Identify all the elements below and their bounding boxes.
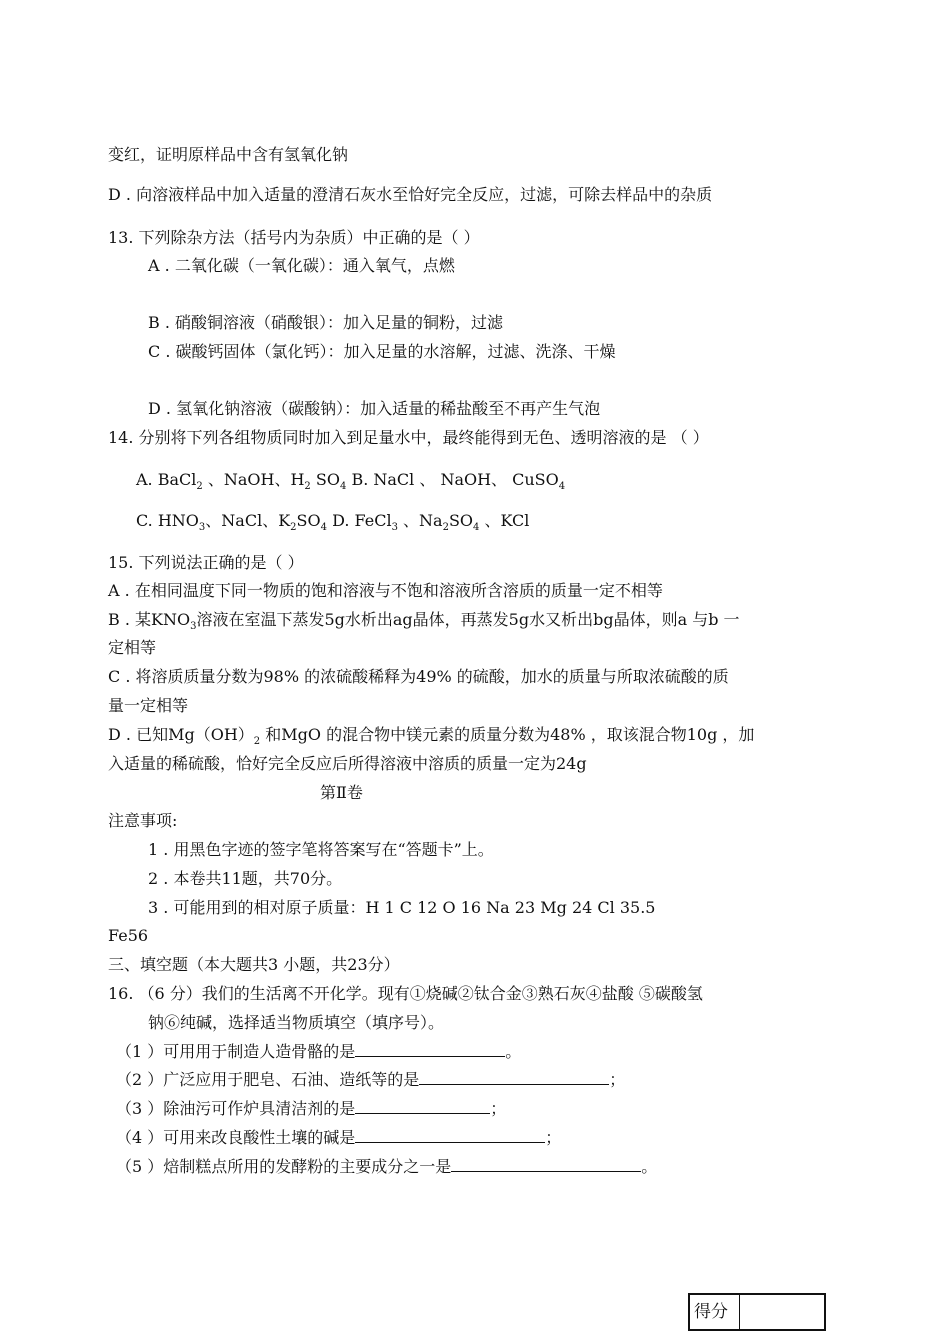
- subscript: 2: [304, 481, 311, 493]
- q14-option-d: D. FeCl: [332, 511, 392, 530]
- q14-options-ab: [136, 470, 565, 497]
- q14-option-b: B. NaCl 、 NaOH、 CuSO: [351, 470, 559, 489]
- q16-sub-2-text: （2 ）广泛应用于肥皂、石油、造纸等的是: [116, 1070, 420, 1089]
- q13-option-b: B . 硝酸铜溶液（硝酸银）：加入足量的铜粉，过滤: [148, 313, 504, 332]
- q15-option-b-label: B . 某KNO: [108, 610, 191, 629]
- note-3-cont: Fe56: [108, 926, 149, 945]
- q16-sub-1-text: （1 ）可用用于制造人造骨骼的是: [116, 1042, 356, 1061]
- section3-title: 三、填空题（本大题共3 小题，共23分）: [108, 955, 400, 974]
- q13-option-a: A . 二氧化碳（一氧化碳）：通入氧气，点燃: [148, 256, 455, 275]
- notes-title: 注意事项:: [108, 811, 178, 830]
- q16-sub-3-text: （3 ）除油污可作炉具清洁剂的是: [116, 1099, 356, 1118]
- q16-sub-2: [116, 1070, 625, 1090]
- q14-option-c-text: SO: [296, 511, 321, 530]
- subscript: 2: [442, 522, 449, 534]
- q16-sub-3-end: ；: [490, 1099, 507, 1118]
- prev-question-line: 变红，证明原样品中含有氢氧化钠: [108, 145, 349, 164]
- q16-sub-2-end: ；: [609, 1070, 626, 1089]
- q14-option-d-text: 、KCl: [479, 511, 530, 530]
- q15-option-d-text: 和MgO 的混合物中镁元素的质量分数为48% ，取该混合物10g ，加: [260, 725, 755, 744]
- q14-option-d-text: 、Na: [397, 511, 443, 530]
- q13-stem: 13. 下列除杂方法（括号内为杂质）中正确的是（ ）: [108, 228, 480, 247]
- q15-option-d-cont: 入适量的稀硫酸，恰好完全反应后所得溶液中溶质的质量一定为24g: [108, 754, 587, 773]
- q15-option-c: C . 将溶质质量分数为98% 的浓硫酸稀释为49% 的硫酸，加水的质量与所取浓硫酸的质: [108, 667, 729, 686]
- score-value-field[interactable]: [740, 1295, 824, 1329]
- q16-sub-1-end: 。: [505, 1042, 522, 1061]
- subscript: 4: [473, 522, 480, 534]
- q16-sub-5-end: 。: [641, 1157, 658, 1176]
- subscript: 2: [290, 522, 297, 534]
- q15-option-b-text: 溶液在室温下蒸发5g水析出ag晶体，再蒸发5g水又析出bg晶体，则a 与b 一: [196, 610, 740, 629]
- score-label: 得分: [690, 1295, 740, 1329]
- q16-sub-3: [116, 1099, 506, 1119]
- q14-options-cd: [136, 511, 529, 538]
- q16-sub-4-end: ；: [545, 1128, 562, 1147]
- q16-stem: 16. （6 分）我们的生活离不开化学。现有①烧碱②钛合金③熟石灰④盐酸 ⑤碳酸氢: [108, 984, 703, 1003]
- q14-option-a-text: 、NaOH、H: [202, 470, 305, 489]
- q16-sub-5-text: （5 ）焙制糕点所用的发酵粉的主要成分之一是: [116, 1157, 452, 1176]
- q15-option-b: [108, 610, 740, 637]
- note-3: 3 . 可能用到的相对原子质量：H 1 C 12 O 16 Na 23 Mg 24 Cl 35.5: [148, 898, 656, 917]
- q15-option-c-cont: 量一定相等: [108, 696, 189, 715]
- q15-option-d: [108, 725, 754, 752]
- q15-stem: 15. 下列说法正确的是（ ）: [108, 553, 304, 572]
- q15-option-b-cont: 定相等: [108, 638, 157, 657]
- answer-blank-2[interactable]: [419, 1070, 609, 1085]
- prev-option-d: D . 向溶液样品中加入适量的澄清石灰水至恰好完全反应，过滤，可除去样品中的杂质: [108, 185, 713, 204]
- q14-option-d-text: SO: [448, 511, 474, 530]
- q14-stem: 14. 分别将下列各组物质同时加入到足量水中，最终能得到无色、透明溶液的是 （ ）: [108, 428, 709, 447]
- subscript: 3: [198, 522, 206, 534]
- answer-blank-5[interactable]: [451, 1157, 641, 1172]
- subscript: 3: [391, 522, 398, 534]
- q16-sub-4-text: （4 ）可用来改良酸性土壤的碱是: [116, 1128, 356, 1147]
- subscript: 2: [253, 736, 261, 748]
- subscript: 4: [558, 481, 566, 493]
- q14-option-a-text: SO: [310, 470, 340, 489]
- q14-option-c-label: C. HNO: [136, 511, 199, 530]
- q14-option-a-label: A. BaCl: [136, 470, 197, 489]
- q15-option-a: A . 在相同温度下同一物质的饱和溶液与不饱和溶液所含溶质的质量一定不相等: [108, 581, 663, 600]
- score-box: [688, 1293, 826, 1331]
- subscript: 4: [320, 522, 327, 534]
- q13-option-c: C . 碳酸钙固体（氯化钙）：加入足量的水溶解，过滤、洗涤、干燥: [148, 342, 616, 361]
- q16-sub-5: [116, 1157, 657, 1177]
- answer-blank-1[interactable]: [355, 1042, 505, 1057]
- q15-option-d-label: D . 已知Mg（OH）: [108, 725, 254, 744]
- q16-sub-1: [116, 1042, 521, 1062]
- note-2: 2 . 本卷共11题，共70分。: [148, 869, 343, 888]
- q16-stem-cont: 钠⑥纯碱，选择适当物质填空（填序号）。: [148, 1013, 445, 1032]
- q16-sub-4: [116, 1128, 561, 1148]
- subscript: 3: [190, 621, 197, 633]
- note-1: 1 . 用黑色字迹的签字笔将答案写在“答题卡”上。: [148, 840, 494, 859]
- q13-option-d: D . 氢氧化钠溶液（碳酸钠）：加入适量的稀盐酸至不再产生气泡: [148, 399, 601, 418]
- part2-title: 第Ⅱ卷: [320, 783, 363, 802]
- answer-blank-4[interactable]: [355, 1128, 545, 1143]
- q14-option-c-text: 、NaCl、K: [205, 511, 291, 530]
- answer-blank-3[interactable]: [355, 1099, 490, 1114]
- subscript: 4: [339, 481, 347, 493]
- subscript: 2: [196, 481, 203, 493]
